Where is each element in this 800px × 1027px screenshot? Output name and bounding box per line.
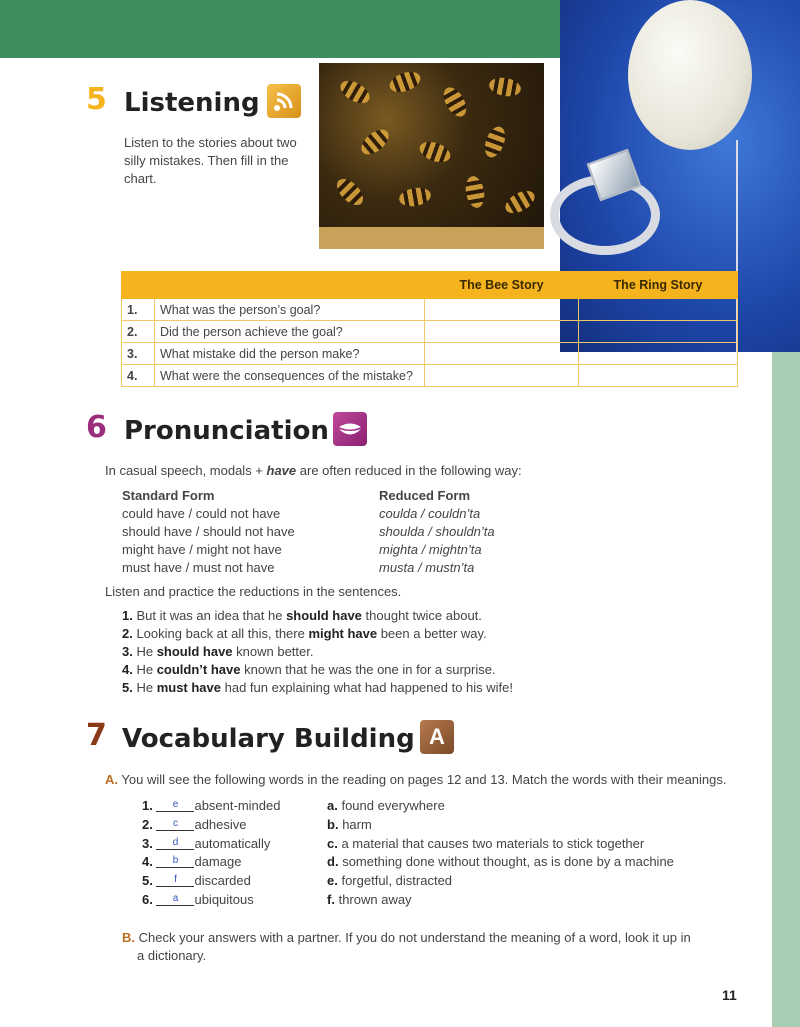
page-number: 11 — [722, 987, 737, 1003]
listening-chart — [121, 271, 738, 387]
bee-answer-cell[interactable] — [425, 343, 579, 365]
header-band — [0, 0, 560, 58]
section-5-title: Listening — [124, 88, 260, 118]
listening-icon — [267, 84, 301, 118]
list-item: 2. Looking back at all this, there might have been a better way. — [122, 626, 487, 641]
pronunciation-intro — [105, 463, 522, 478]
list-item: 1. But it was an idea that he should have thought twice about. — [122, 608, 482, 623]
row-number: 4. — [122, 365, 155, 387]
list-item: 5. He must have had fun explaining what had happened to his wife! — [122, 680, 513, 695]
answer-blank[interactable]: e — [156, 799, 194, 812]
balloon-image — [628, 0, 752, 150]
intro-text-end: are often reduced in the following way: — [296, 463, 522, 478]
list-item: 4. b damage — [142, 854, 242, 869]
section-5-number: 5 — [86, 82, 107, 117]
vocabulary-instructions-a: A. You will see the following words in the reading on pages 12 and 13. Match the words with their meanings. — [105, 772, 727, 787]
reduced-form: shoulda / shouldn’ta — [379, 524, 495, 539]
row-number: 3. — [122, 343, 155, 365]
answer-blank[interactable]: f — [156, 874, 194, 887]
section-6-title: Pronunciation — [124, 416, 329, 446]
answer-blank[interactable]: d — [156, 837, 194, 850]
chart-header-bee: The Bee Story — [425, 272, 579, 299]
ring-answer-cell[interactable] — [579, 299, 738, 321]
row-question: What mistake did the person make? — [155, 343, 425, 365]
meaning-item: a. found everywhere — [327, 798, 445, 813]
meaning-item: e. forgetful, distracted — [327, 873, 453, 888]
answer-blank[interactable]: c — [156, 818, 194, 831]
bees-photo — [319, 63, 544, 249]
list-item: 1. e absent-minded — [142, 798, 281, 813]
lips-icon — [333, 412, 367, 446]
row-number: 1. — [122, 299, 155, 321]
row-question: What was the person’s goal? — [155, 299, 425, 321]
section-7-title: Vocabulary Building — [122, 724, 415, 754]
table-row — [122, 299, 738, 321]
row-question: What were the consequences of the mistake? — [155, 365, 425, 387]
bee-answer-cell[interactable] — [425, 321, 579, 343]
table-row — [122, 365, 738, 387]
meaning-item: b. harm — [327, 817, 372, 832]
answer-blank[interactable]: b — [156, 855, 194, 868]
meaning-item: c. a material that causes two materials to stick together — [327, 836, 645, 851]
ring-answer-cell[interactable] — [579, 365, 738, 387]
chart-header-blank — [122, 272, 425, 299]
list-item: 2. c adhesive — [142, 817, 247, 832]
standard-form: might have / might not have — [122, 542, 282, 557]
vocabulary-icon: A — [420, 720, 454, 754]
standard-form: should have / should not have — [122, 524, 295, 539]
list-item: 3. d automatically — [142, 836, 271, 851]
ring-answer-cell[interactable] — [579, 343, 738, 365]
vocabulary-instructions-b-cont: a dictionary. — [137, 948, 207, 963]
table-row — [122, 321, 738, 343]
chart-header-ring: The Ring Story — [579, 272, 738, 299]
list-item: 3. He should have known better. — [122, 644, 314, 659]
standard-form: could have / could not have — [122, 506, 281, 521]
row-number: 2. — [122, 321, 155, 343]
vocabulary-instructions-b: B. Check your answers with a partner. If you do not understand the meaning of a word, look it up in — [122, 930, 691, 945]
list-item: 5. f discarded — [142, 873, 251, 888]
section-7-number: 7 — [86, 718, 107, 753]
reduced-form: coulda / couldn’ta — [379, 506, 481, 521]
practice-instructions: Listen and practice the reductions in the sentences. — [105, 584, 402, 599]
bee-answer-cell[interactable] — [425, 299, 579, 321]
section-6-number: 6 — [86, 410, 107, 445]
list-item: 4. He couldn’t have known that he was the one in for a surprise. — [122, 662, 496, 677]
list-item: 6. a ubiquitous — [142, 892, 254, 907]
side-strip — [772, 352, 800, 1027]
bee-answer-cell[interactable] — [425, 365, 579, 387]
ring-answer-cell[interactable] — [579, 321, 738, 343]
standard-form: must have / must not have — [122, 560, 275, 575]
reduced-form: mighta / mightn’ta — [379, 542, 482, 557]
answer-blank[interactable]: a — [156, 893, 194, 906]
intro-text: In casual speech, modals + — [105, 463, 267, 478]
meaning-item: d. something done without thought, as is done by a machine — [327, 854, 674, 869]
intro-emphasis: have — [266, 463, 297, 478]
reduced-form-header: Reduced Form — [379, 488, 471, 503]
meaning-item: f. thrown away — [327, 892, 412, 907]
standard-form-header: Standard Form — [122, 488, 215, 503]
row-question: Did the person achieve the goal? — [155, 321, 425, 343]
listening-instructions: Listen to the stories about two silly mistakes. Then fill in the chart. — [124, 135, 297, 186]
reduced-form: musta / mustn’ta — [379, 560, 475, 575]
table-row — [122, 343, 738, 365]
